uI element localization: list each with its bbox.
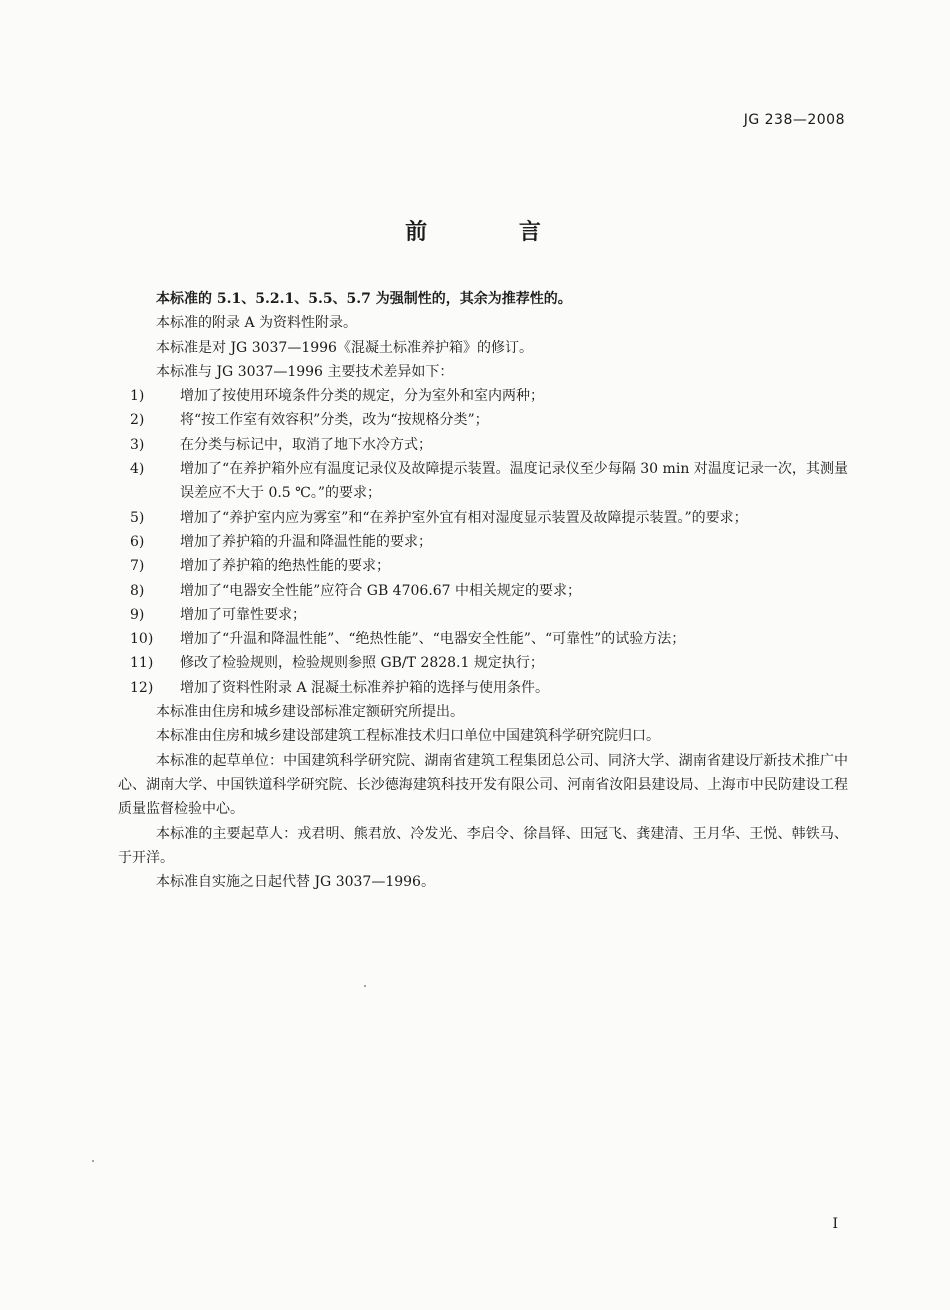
list-item [118, 554, 848, 578]
list-item-number: 9) [130, 606, 145, 623]
list-item [118, 676, 848, 700]
document-code: JG 238—2008 [743, 112, 845, 128]
paragraph: 本标准与 JG 3037—1996 主要技术差异如下： [156, 363, 454, 380]
list-item-text: 增加了“升温和降温性能”、“绝热性能”、“电器安全性能”、“可靠性”的试验方法； [180, 631, 686, 648]
list-item-text: 增加了可靠性要求； [180, 606, 306, 623]
list-item-number: 2) [130, 412, 145, 429]
list-item-number: 12) [130, 679, 154, 696]
list-item-number: 4) [130, 461, 145, 478]
paragraph: 本标准由住房和城乡建设部标准定额研究所提出。 [156, 704, 464, 721]
list-item [118, 433, 848, 457]
list-item-text: 将“按工作室有效容积”分类，改为“按规格分类”； [180, 412, 489, 429]
scan-speck [92, 1160, 94, 1162]
list-item [118, 457, 848, 506]
list-item-number: 3) [130, 436, 145, 453]
list-item-number: 5) [130, 509, 145, 526]
list-item [118, 579, 848, 603]
list-item-text: 增加了“电器安全性能”应符合 GB 4706.67 中相关规定的要求； [180, 582, 582, 599]
list-item [118, 603, 848, 627]
list-item-text: 增加了养护箱的绝热性能的要求； [180, 558, 390, 575]
list-item-text: 修改了检验规则，检验规则参照 GB/T 2828.1 规定执行； [180, 655, 544, 672]
list-item [118, 506, 848, 530]
paragraph: 本标准由住房和城乡建设部建筑工程标准技术归口单位中国建筑科学研究院归口。 [156, 728, 660, 745]
paragraph: 本标准是对 JG 3037—1996《混凝土标准养护箱》的修订。 [156, 339, 533, 356]
page-number: I [832, 1216, 838, 1232]
scan-speck [364, 985, 366, 987]
paragraph: 本标准的附录 A 为资料性附录。 [156, 315, 358, 332]
paragraph: 本标准自实施之日起代替 JG 3037—1996。 [156, 874, 435, 891]
list-item [118, 651, 848, 675]
list-item-number: 11) [130, 655, 154, 672]
list-item-text: 增加了“在养护箱外应有温度记录仪及故障提示装置。温度记录仪至少每隔 30 min 对温度记录一次，其测量误差应不大于 0.5 ℃。”的要求； [180, 461, 848, 502]
paragraph: 本标准的主要起草人：戎君明、熊君放、冷发光、李启令、徐昌铎、田冠飞、龚建清、王月华、王悦、韩铁马、于开洋。 [118, 825, 848, 866]
page-title: 前 言 [405, 220, 583, 245]
list-item [118, 530, 848, 554]
list-item-number: 1) [130, 388, 145, 405]
list-item-number: 10) [130, 631, 154, 648]
list-item-number: 6) [130, 533, 145, 550]
list-item-text: 在分类与标记中，取消了地下水冷方式； [180, 436, 432, 453]
foreword-content [118, 287, 848, 894]
list-item [118, 384, 848, 408]
paragraph: 本标准的 5.1、5.2.1、5.5、5.7 为强制性的，其余为推荐性的。 [156, 291, 572, 307]
list-item [118, 627, 848, 651]
list-item-text: 增加了资料性附录 A 混凝土标准养护箱的选择与使用条件。 [180, 679, 550, 696]
paragraph: 本标准的起草单位：中国建筑科学研究院、湖南省建筑工程集团总公司、同济大学、湖南省建设厅新技术推广中心、湖南大学、中国铁道科学研究院、长沙德海建筑科技开发有限公司、河南省汝阳县建设局、上海市中民防建设工程质量监督检验中心。 [118, 752, 848, 818]
list-item-number: 7) [130, 558, 145, 575]
list-item-text: 增加了“养护室内应为雾室”和“在养护室外宜有相对湿度显示装置及故障提示装置。”的要求； [180, 509, 748, 526]
list-item-text: 增加了养护箱的升温和降温性能的要求； [180, 533, 432, 550]
list-item-text: 增加了按使用环境条件分类的规定，分为室外和室内两种； [180, 388, 544, 405]
list-item [118, 408, 848, 432]
list-item-number: 8) [130, 582, 145, 599]
